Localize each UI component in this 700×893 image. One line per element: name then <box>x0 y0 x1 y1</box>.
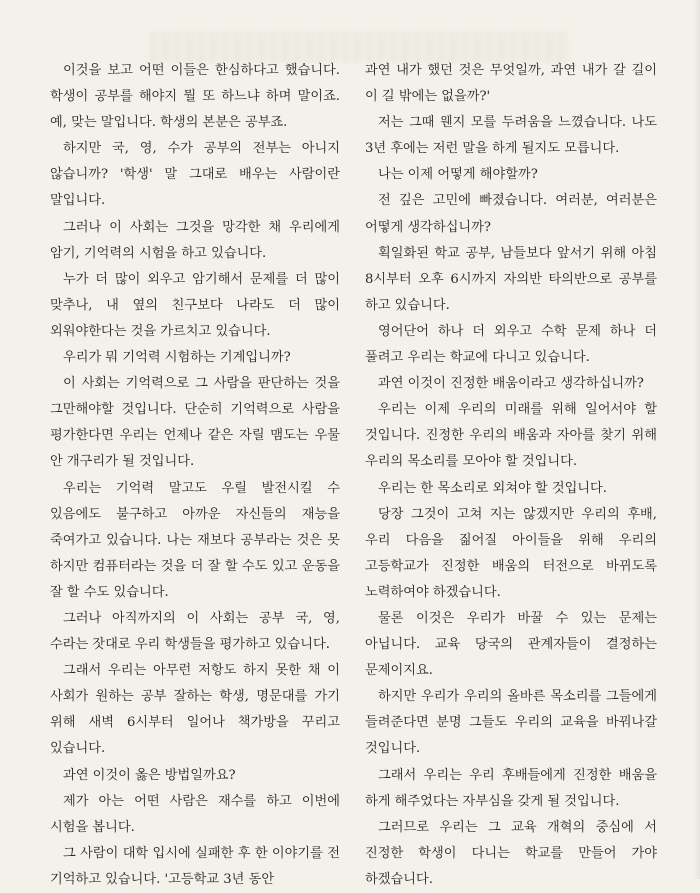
paragraph: 우리가 뭐 기억력 시험하는 기계입니까? <box>63 350 291 366</box>
right-column <box>365 58 657 893</box>
paragraph: 이것을 보고 어떤 이들은 한심하다고 했습니다. 학생이 공부를 해야지 뭘 또 하느냐 하며 말이죠. 예, 맞는 말입니다. 학생의 본분은 공부죠. <box>50 63 340 131</box>
paragraph: 하지만 우리가 우리의 올바른 목소리를 그들에게 들려준다면 분명 그들도 우리의 교육을 바꿔나갈 것입니다. <box>365 689 657 757</box>
paragraph: 그 사람이 대학 입시에 실패한 후 한 이야기를 전 기억하고 있습니다. '고등학교 3년 동안 <box>50 845 340 887</box>
page-edge-shadow <box>694 0 700 879</box>
paragraph-continued: 과연 내가 했던 것은 무엇일까, 과연 내가 갈 길이 이 길 밖에는 없을까?' <box>365 63 657 105</box>
paragraph: 그러나 아직까지의 이 사회는 공부 국, 영, 수라는 잣대로 우리 학생들을 평가하고 있습니다. <box>50 610 340 653</box>
paragraph: 그러므로 우리는 그 교육 개혁의 중심에 서 진정한 학생이 다니는 학교를 만들어 가야 하겠습니다. <box>365 819 657 887</box>
paragraph: 그래서 우리는 우리 후배들에게 진정한 배움을 하게 해주었다는 자부심을 갖게 될 것입니다. <box>365 767 657 809</box>
paragraph: 저는 그때 웬지 모를 두려움을 느꼈습니다. 나도 3년 후에는 저런 말을 하게 될지도 모릅니다. <box>365 115 657 157</box>
left-column <box>50 58 340 893</box>
paragraph: 물론 이것은 우리가 바꿀 수 있는 문제는 아닙니다. 교육 당국의 관계자들이 결정하는 문제이지요. <box>365 610 657 679</box>
paragraph: 영어단어 하나 더 외우고 수학 문제 하나 더 풀려고 우리는 학교에 다니고 있습니다. <box>365 323 657 366</box>
paragraph: 우리는 이제 우리의 미래를 위해 일어서야 할 것입니다. 진정한 우리의 배움과 자아를 찾기 위해 우리의 목소리를 모아야 할 것입니다. <box>365 402 657 470</box>
paragraph: 하지만 국, 영, 수가 공부의 전부는 아니지 않습니까? '학생' 말 그대로 배우는 사람이란 말입니다. <box>50 141 340 209</box>
paragraph: 우리는 기억력 말고도 우릴 발전시킬 수 있음에도 불구하고 아까운 자신들의 재능을 죽여가고 있습니다. 나는 재보다 공부라는 것은 못 하지만 컴퓨터라는 것을 더 잘 할 수도 있고 운동을 잘 할 수도 있습니다. <box>50 480 340 600</box>
paragraph: 전 깊은 고민에 빠졌습니다. 여러분, 여러분은 어떻게 생각하십니까? <box>365 193 657 235</box>
paragraph: 과연 이것이 옳은 방법일까요? <box>63 767 236 783</box>
paragraph: 우리는 한 목소리로 외쳐야 할 것입니다. <box>378 480 607 496</box>
paragraph: 획일화된 학교 공부, 남들보다 앞서기 위해 아침 8시부터 오후 6시까지 자의반 타의반으로 공부를 하고 있습니다. <box>365 245 657 313</box>
paragraph: 누가 더 많이 외우고 암기해서 문제를 더 많이 맞추나, 내 옆의 친구보다 나라도 더 많이 외워야한다는 것을 가르치고 있습니다. <box>50 271 340 339</box>
paragraph: 당장 그것이 고쳐 지는 않겠지만 우리의 후배, 우리 다음을 짊어질 아이들을 위해 우리의 고등학교가 진정한 배움의 터전으로 바뀌도록 노력하여야 하겠습니다. <box>365 506 657 600</box>
paragraph: 그래서 우리는 아무런 저항도 하지 못한 채 이 사회가 원하는 공부 잘하는 학생, 명문대를 가기 위해 새벽 6시부터 일어나 책가방을 꾸리고 있습니다. <box>50 663 340 757</box>
paragraph: 제가 아는 어떤 사람은 재수를 하고 이번에 시험을 봅니다. <box>50 793 340 835</box>
paragraph: 그러나 이 사회는 그것을 망각한 채 우리에게 암기, 기억력의 시험을 하고 있습니다. <box>50 219 340 261</box>
paragraph: 과연 이것이 진정한 배움이라고 생각하십니까? <box>378 376 644 392</box>
paragraph: 나는 이제 어떻게 해야할까? <box>378 167 538 183</box>
paragraph: 이 사회는 기억력으로 그 사람을 판단하는 것을 그만해야할 것입니다. 단순히 기억력으로 사람을 평가한다면 우리는 언제나 같은 자릴 맴도는 우물 안 개구리가 될 것입니다. <box>50 376 340 470</box>
